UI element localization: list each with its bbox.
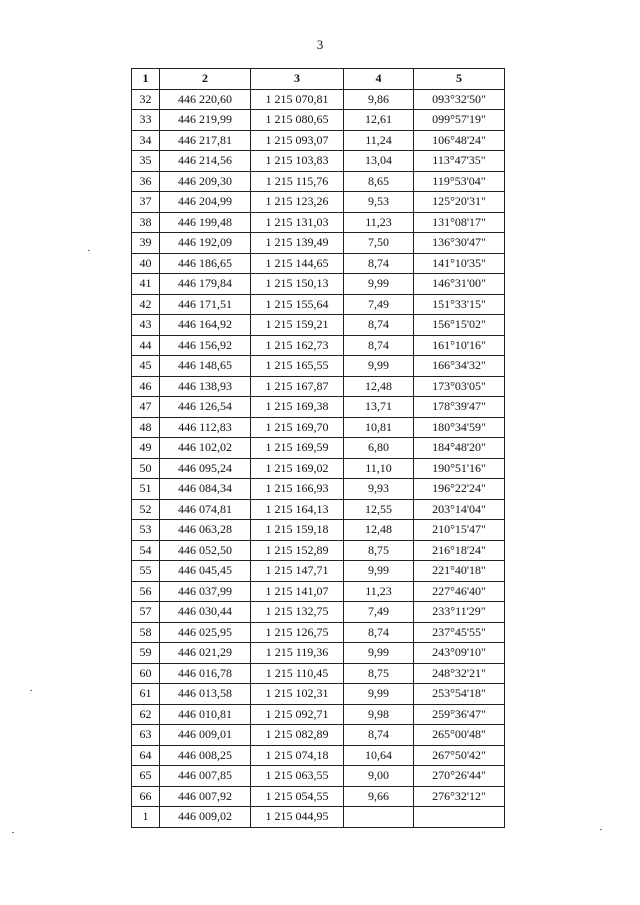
cell-distance: 9,86 (344, 89, 414, 110)
cell-bearing: 141°10'35" (414, 253, 505, 274)
cell-bearing: 136°30'47" (414, 233, 505, 254)
cell-point-number: 59 (132, 643, 160, 664)
cell-x-coordinate: 446 045,45 (160, 561, 251, 582)
cell-bearing: 248°32'21" (414, 663, 505, 684)
cell-distance: 8,74 (344, 622, 414, 643)
cell-distance: 8,74 (344, 335, 414, 356)
cell-distance: 8,74 (344, 253, 414, 274)
cell-x-coordinate: 446 025,95 (160, 622, 251, 643)
cell-point-number: 40 (132, 253, 160, 274)
cell-y-coordinate: 1 215 131,03 (251, 212, 344, 233)
cell-bearing: 203°14'04" (414, 499, 505, 520)
table-row (132, 581, 505, 602)
cell-y-coordinate: 1 215 119,36 (251, 643, 344, 664)
table-row (132, 171, 505, 192)
cell-y-coordinate: 1 215 144,65 (251, 253, 344, 274)
cell-y-coordinate: 1 215 165,55 (251, 356, 344, 377)
cell-distance (344, 807, 414, 828)
cell-x-coordinate: 446 009,01 (160, 725, 251, 746)
table-row (132, 520, 505, 541)
table-row (132, 376, 505, 397)
cell-bearing: 267°50'42" (414, 745, 505, 766)
cell-y-coordinate: 1 215 162,73 (251, 335, 344, 356)
cell-bearing: 233°11'29" (414, 602, 505, 623)
cell-y-coordinate: 1 215 147,71 (251, 561, 344, 582)
cell-point-number: 36 (132, 171, 160, 192)
cell-y-coordinate: 1 215 080,65 (251, 110, 344, 131)
cell-point-number: 64 (132, 745, 160, 766)
cell-point-number: 57 (132, 602, 160, 623)
cell-y-coordinate: 1 215 155,64 (251, 294, 344, 315)
cell-y-coordinate: 1 215 169,59 (251, 438, 344, 459)
table-row (132, 786, 505, 807)
cell-bearing: 190°51'16" (414, 458, 505, 479)
cell-y-coordinate: 1 215 169,70 (251, 417, 344, 438)
column-header-y: 3 (251, 69, 344, 90)
cell-distance: 8,74 (344, 315, 414, 336)
cell-distance: 11,23 (344, 581, 414, 602)
table-row (132, 684, 505, 705)
cell-distance: 11,10 (344, 458, 414, 479)
cell-x-coordinate: 446 007,85 (160, 766, 251, 787)
cell-y-coordinate: 1 215 102,31 (251, 684, 344, 705)
table-row (132, 397, 505, 418)
cell-point-number: 43 (132, 315, 160, 336)
cell-x-coordinate: 446 016,78 (160, 663, 251, 684)
cell-x-coordinate: 446 204,99 (160, 192, 251, 213)
cell-distance: 13,71 (344, 397, 414, 418)
cell-distance: 9,99 (344, 561, 414, 582)
table-row (132, 130, 505, 151)
cell-point-number: 49 (132, 438, 160, 459)
cell-x-coordinate: 446 219,99 (160, 110, 251, 131)
cell-bearing: 184°48'20" (414, 438, 505, 459)
cell-distance: 11,23 (344, 212, 414, 233)
column-header-bearing: 5 (414, 69, 505, 90)
table-row (132, 110, 505, 131)
cell-x-coordinate: 446 084,34 (160, 479, 251, 500)
scan-speck (88, 250, 90, 251)
cell-bearing: 093°32'50" (414, 89, 505, 110)
cell-point-number: 54 (132, 540, 160, 561)
cell-point-number: 52 (132, 499, 160, 520)
cell-bearing: 173°03'05" (414, 376, 505, 397)
cell-point-number: 42 (132, 294, 160, 315)
cell-bearing: 146°31'00" (414, 274, 505, 295)
cell-y-coordinate: 1 215 164,13 (251, 499, 344, 520)
table-row (132, 335, 505, 356)
cell-y-coordinate: 1 215 166,93 (251, 479, 344, 500)
cell-bearing: 156°15'02" (414, 315, 505, 336)
cell-bearing: 276°32'12" (414, 786, 505, 807)
cell-point-number: 55 (132, 561, 160, 582)
cell-distance: 9,00 (344, 766, 414, 787)
cell-y-coordinate: 1 215 126,75 (251, 622, 344, 643)
table-row (132, 561, 505, 582)
cell-x-coordinate: 446 164,92 (160, 315, 251, 336)
cell-bearing: 270°26'44" (414, 766, 505, 787)
cell-distance: 8,75 (344, 663, 414, 684)
table-row (132, 438, 505, 459)
cell-bearing: 161°10'16" (414, 335, 505, 356)
cell-distance: 13,04 (344, 151, 414, 172)
cell-distance: 7,49 (344, 294, 414, 315)
cell-distance: 10,64 (344, 745, 414, 766)
cell-point-number: 61 (132, 684, 160, 705)
cell-distance: 9,93 (344, 479, 414, 500)
cell-x-coordinate: 446 192,09 (160, 233, 251, 254)
table-row (132, 663, 505, 684)
cell-x-coordinate: 446 030,44 (160, 602, 251, 623)
cell-y-coordinate: 1 215 070,81 (251, 89, 344, 110)
cell-bearing: 125°20'31" (414, 192, 505, 213)
table-row (132, 192, 505, 213)
table-row (132, 643, 505, 664)
table-row (132, 807, 505, 828)
cell-bearing: 227°46'40" (414, 581, 505, 602)
cell-distance: 9,53 (344, 192, 414, 213)
cell-distance: 9,99 (344, 643, 414, 664)
table-row (132, 725, 505, 746)
cell-point-number: 37 (132, 192, 160, 213)
cell-y-coordinate: 1 215 115,76 (251, 171, 344, 192)
cell-distance: 10,81 (344, 417, 414, 438)
cell-bearing: 113°47'35" (414, 151, 505, 172)
cell-point-number: 41 (132, 274, 160, 295)
cell-point-number: 48 (132, 417, 160, 438)
cell-distance: 11,24 (344, 130, 414, 151)
cell-x-coordinate: 446 010,81 (160, 704, 251, 725)
cell-y-coordinate: 1 215 141,07 (251, 581, 344, 602)
scan-speck (600, 829, 602, 830)
cell-distance: 7,50 (344, 233, 414, 254)
table-row (132, 151, 505, 172)
table-row (132, 479, 505, 500)
cell-point-number: 39 (132, 233, 160, 254)
cell-distance: 9,99 (344, 274, 414, 295)
cell-point-number: 35 (132, 151, 160, 172)
table-row (132, 274, 505, 295)
cell-x-coordinate: 446 214,56 (160, 151, 251, 172)
cell-y-coordinate: 1 215 167,87 (251, 376, 344, 397)
cell-point-number: 51 (132, 479, 160, 500)
cell-point-number: 66 (132, 786, 160, 807)
table-row (132, 233, 505, 254)
cell-x-coordinate: 446 037,99 (160, 581, 251, 602)
cell-distance: 12,61 (344, 110, 414, 131)
table-row (132, 417, 505, 438)
cell-y-coordinate: 1 215 092,71 (251, 704, 344, 725)
table-row (132, 315, 505, 336)
cell-x-coordinate: 446 008,25 (160, 745, 251, 766)
cell-bearing: 216°18'24" (414, 540, 505, 561)
cell-distance: 8,65 (344, 171, 414, 192)
cell-x-coordinate: 446 209,30 (160, 171, 251, 192)
cell-y-coordinate: 1 215 044,95 (251, 807, 344, 828)
cell-bearing: 106°48'24" (414, 130, 505, 151)
cell-distance: 12,48 (344, 520, 414, 541)
cell-distance: 8,74 (344, 725, 414, 746)
table-row (132, 212, 505, 233)
cell-x-coordinate: 446 009,02 (160, 807, 251, 828)
cell-bearing: 151°33'15" (414, 294, 505, 315)
cell-x-coordinate: 446 102,02 (160, 438, 251, 459)
cell-point-number: 47 (132, 397, 160, 418)
cell-bearing: 243°09'10" (414, 643, 505, 664)
cell-point-number: 34 (132, 130, 160, 151)
table-row (132, 294, 505, 315)
cell-y-coordinate: 1 215 082,89 (251, 725, 344, 746)
cell-x-coordinate: 446 217,81 (160, 130, 251, 151)
cell-bearing: 259°36'47" (414, 704, 505, 725)
cell-point-number: 32 (132, 89, 160, 110)
cell-point-number: 60 (132, 663, 160, 684)
table-row (132, 602, 505, 623)
column-header-x: 2 (160, 69, 251, 90)
cell-x-coordinate: 446 138,93 (160, 376, 251, 397)
cell-bearing: 221°40'18" (414, 561, 505, 582)
table-row (132, 499, 505, 520)
page-number: 3 (316, 37, 324, 52)
cell-bearing: 253°54'18" (414, 684, 505, 705)
cell-y-coordinate: 1 215 152,89 (251, 540, 344, 561)
cell-point-number: 53 (132, 520, 160, 541)
column-header-distance: 4 (344, 69, 414, 90)
table-row (132, 356, 505, 377)
column-header-point: 1 (132, 69, 160, 90)
cell-bearing: 099°57'19" (414, 110, 505, 131)
cell-distance: 9,99 (344, 684, 414, 705)
scan-speck (12, 832, 14, 833)
cell-y-coordinate: 1 215 103,83 (251, 151, 344, 172)
table-row (132, 745, 505, 766)
cell-point-number: 56 (132, 581, 160, 602)
cell-y-coordinate: 1 215 110,45 (251, 663, 344, 684)
cell-x-coordinate: 446 007,92 (160, 786, 251, 807)
cell-x-coordinate: 446 052,50 (160, 540, 251, 561)
cell-point-number: 44 (132, 335, 160, 356)
scan-speck (30, 690, 32, 691)
cell-bearing: 196°22'24" (414, 479, 505, 500)
cell-bearing: 237°45'55" (414, 622, 505, 643)
cell-point-number: 1 (132, 807, 160, 828)
cell-x-coordinate: 446 013,58 (160, 684, 251, 705)
cell-x-coordinate: 446 021,29 (160, 643, 251, 664)
cell-y-coordinate: 1 215 169,02 (251, 458, 344, 479)
cell-bearing: 131°08'17" (414, 212, 505, 233)
cell-x-coordinate: 446 156,92 (160, 335, 251, 356)
cell-bearing: 178°39'47" (414, 397, 505, 418)
cell-bearing: 210°15'47" (414, 520, 505, 541)
cell-x-coordinate: 446 063,28 (160, 520, 251, 541)
table-row (132, 540, 505, 561)
cell-bearing: 265°00'48" (414, 725, 505, 746)
cell-point-number: 65 (132, 766, 160, 787)
table-row (132, 458, 505, 479)
cell-x-coordinate: 446 074,81 (160, 499, 251, 520)
cell-x-coordinate: 446 112,83 (160, 417, 251, 438)
table-header-row (132, 69, 505, 90)
cell-distance: 8,75 (344, 540, 414, 561)
cell-y-coordinate: 1 215 169,38 (251, 397, 344, 418)
cell-x-coordinate: 446 126,54 (160, 397, 251, 418)
cell-distance: 9,98 (344, 704, 414, 725)
table-row (132, 253, 505, 274)
cell-point-number: 63 (132, 725, 160, 746)
cell-point-number: 38 (132, 212, 160, 233)
cell-distance: 6,80 (344, 438, 414, 459)
cell-point-number: 33 (132, 110, 160, 131)
table-row (132, 704, 505, 725)
cell-y-coordinate: 1 215 150,13 (251, 274, 344, 295)
cell-distance: 7,49 (344, 602, 414, 623)
cell-x-coordinate: 446 148,65 (160, 356, 251, 377)
cell-x-coordinate: 446 179,84 (160, 274, 251, 295)
coordinates-table (131, 68, 505, 828)
cell-x-coordinate: 446 220,60 (160, 89, 251, 110)
cell-y-coordinate: 1 215 132,75 (251, 602, 344, 623)
cell-x-coordinate: 446 095,24 (160, 458, 251, 479)
table-row (132, 766, 505, 787)
cell-x-coordinate: 446 171,51 (160, 294, 251, 315)
cell-distance: 12,48 (344, 376, 414, 397)
cell-bearing (414, 807, 505, 828)
cell-x-coordinate: 446 199,48 (160, 212, 251, 233)
table-body (132, 89, 505, 827)
cell-distance: 12,55 (344, 499, 414, 520)
cell-y-coordinate: 1 215 123,26 (251, 192, 344, 213)
table-row (132, 89, 505, 110)
cell-distance: 9,66 (344, 786, 414, 807)
cell-y-coordinate: 1 215 093,07 (251, 130, 344, 151)
cell-bearing: 119°53'04" (414, 171, 505, 192)
cell-x-coordinate: 446 186,65 (160, 253, 251, 274)
cell-point-number: 62 (132, 704, 160, 725)
cell-bearing: 166°34'32" (414, 356, 505, 377)
table-row (132, 622, 505, 643)
cell-point-number: 58 (132, 622, 160, 643)
cell-point-number: 46 (132, 376, 160, 397)
cell-y-coordinate: 1 215 159,21 (251, 315, 344, 336)
cell-y-coordinate: 1 215 159,18 (251, 520, 344, 541)
cell-point-number: 50 (132, 458, 160, 479)
cell-distance: 9,99 (344, 356, 414, 377)
cell-bearing: 180°34'59" (414, 417, 505, 438)
cell-y-coordinate: 1 215 054,55 (251, 786, 344, 807)
cell-y-coordinate: 1 215 139,49 (251, 233, 344, 254)
cell-y-coordinate: 1 215 074,18 (251, 745, 344, 766)
cell-y-coordinate: 1 215 063,55 (251, 766, 344, 787)
cell-point-number: 45 (132, 356, 160, 377)
